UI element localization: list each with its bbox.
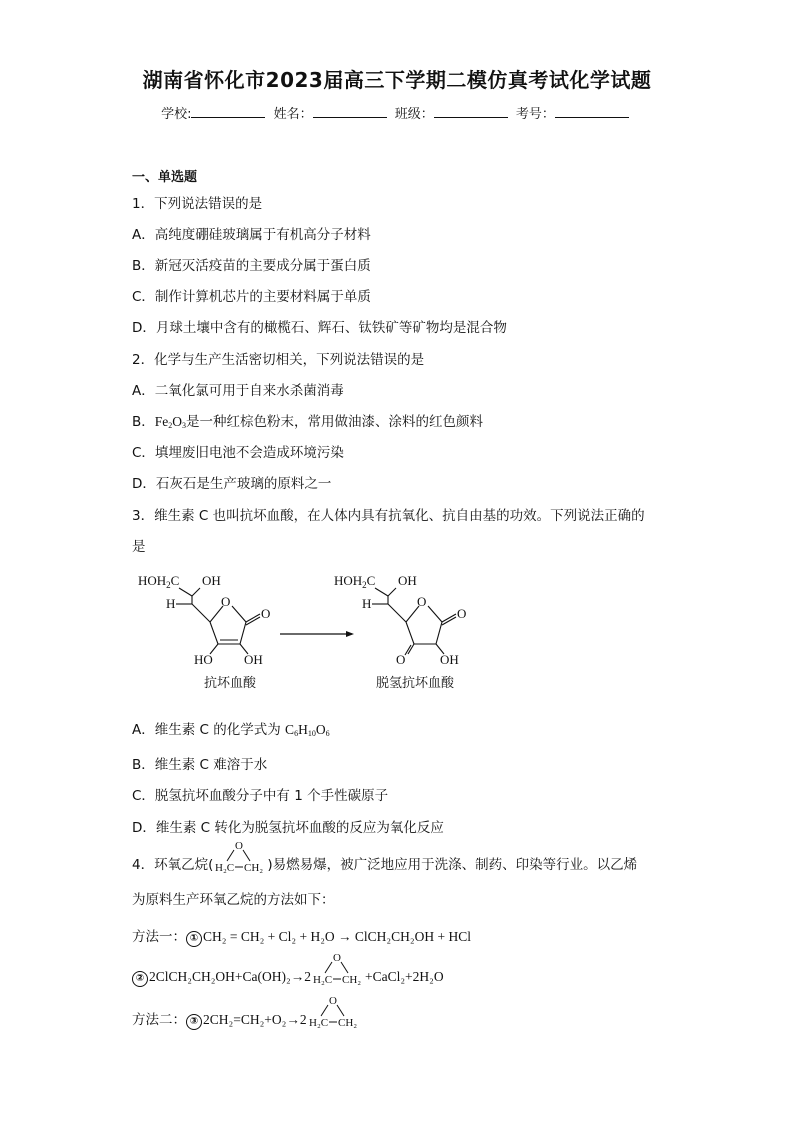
svg-text:O: O xyxy=(235,840,244,852)
svg-text:O: O xyxy=(332,952,341,964)
q2-b-prefix: B． xyxy=(132,414,155,430)
svg-text:OH: OH xyxy=(440,652,459,667)
vitamin-c-reaction-diagram xyxy=(130,566,490,696)
c-symbol: C xyxy=(285,722,295,737)
svg-text:OH: OH xyxy=(202,573,221,588)
q2-option-c: C．填埋废旧电池不会造成环境污染 xyxy=(132,445,344,461)
dehydroascorbic-acid-label: 脱氢抗坏血酸 xyxy=(376,676,455,691)
q3-option-a xyxy=(132,718,330,738)
q3-option-c: C．脱氢抗坏血酸分子中有 1 个手性碳原子 xyxy=(132,788,389,804)
svg-text:O: O xyxy=(328,995,337,1007)
school-label: 学校: xyxy=(161,107,192,122)
page-title: 湖南省怀化市2023届高三下学期二模仿真考试化学试题 xyxy=(142,68,652,92)
class-label: 班级： xyxy=(394,107,434,122)
q2-stem: 2．化学与生产生活密切相关，下列说法错误的是 xyxy=(132,352,425,368)
equation-2-left: 2ClCH₂CH₂OH+Ca(OH)₂→2 xyxy=(149,969,311,984)
svg-text:HOH2C: $HOH_2C$ xyxy=(138,573,180,590)
section-title: 一、单选题 xyxy=(132,170,198,185)
q3-option-b: B．维生素 C 难溶于水 xyxy=(132,757,268,773)
ascorbic-acid-structure xyxy=(138,573,270,667)
o-subscript: 6 xyxy=(325,729,330,738)
svg-text:H: H xyxy=(362,596,372,611)
equation-1: CH₂ = CH₂ + Cl₂ + H₂O → ClCH₂CH₂OH + HCl xyxy=(203,929,471,944)
q4-stem-end: )易燃易爆，被广泛地应用于洗涤、制药、印染等行业。以乙烯 xyxy=(267,857,638,873)
q4-stem-line1 xyxy=(132,840,638,873)
fe-subscript: 2 xyxy=(168,421,173,430)
equation-2-right: +CaCl₂+2H₂O xyxy=(364,969,444,984)
h-subscript: 10 xyxy=(307,729,316,738)
dehydroascorbic-acid-structure xyxy=(334,573,466,667)
svg-text:O: O xyxy=(417,594,427,609)
o-subscript: 3 xyxy=(182,421,187,430)
ethylene-oxide-structure xyxy=(213,840,267,873)
equation-3-left: 2CH₂=CH₂+O₂→2 xyxy=(203,1012,307,1027)
fe-symbol: Fe xyxy=(154,414,169,429)
circle-1: ① xyxy=(186,931,202,947)
method1-eq1 xyxy=(132,925,471,947)
circle-2: ② xyxy=(132,971,148,987)
reaction-arrow xyxy=(280,631,354,637)
svg-text:O: O xyxy=(396,652,406,667)
svg-text:H₂C: H₂C xyxy=(308,1017,328,1028)
svg-text:H₂C: H₂C xyxy=(215,862,235,873)
q2-b-rest: 是一种红棕色粉末，常用做油漆、涂料的红色颜料 xyxy=(186,414,484,430)
ethylene-oxide-structure xyxy=(307,995,361,1028)
method1-eq2 xyxy=(132,952,444,987)
class-blank xyxy=(434,105,508,118)
method2-label: 方法二： xyxy=(132,1012,186,1028)
method1-label: 方法一： xyxy=(132,929,186,945)
q3-stem-line2: 是 xyxy=(132,539,146,555)
q1-option-c: C．制作计算机芯片的主要材料属于单质 xyxy=(132,289,371,305)
id-blank xyxy=(555,105,629,118)
h-symbol: H xyxy=(298,722,308,737)
svg-text:CH₂: CH₂ xyxy=(244,862,264,873)
svg-text:OH: OH xyxy=(398,573,417,588)
q4-stem-start: 4．环氧乙烷( xyxy=(132,857,214,873)
q3-stem-line1: 3．维生素 C 也叫抗坏血酸，在人体内具有抗氧化、抗自由基的功效。下列说法正确的 xyxy=(132,508,645,524)
svg-text:O: O xyxy=(221,594,231,609)
q3-a-prefix: A．维生素 C 的化学式为 xyxy=(132,722,286,738)
svg-text:HO: HO xyxy=(194,652,213,667)
ethylene-oxide-structure xyxy=(311,952,365,985)
q2-option-d: D．石灰石是生产玻璃的原料之一 xyxy=(132,476,332,492)
q2-option-b xyxy=(132,410,483,430)
ascorbic-acid-label: 抗坏血酸 xyxy=(204,676,257,691)
svg-text:O: O xyxy=(457,606,467,621)
c-subscript: 6 xyxy=(294,729,299,738)
o-symbol: O xyxy=(172,414,183,429)
svg-text:O: O xyxy=(261,606,271,621)
svg-text:H₂C: H₂C xyxy=(312,974,333,985)
circle-3: ③ xyxy=(186,1014,202,1030)
student-info-row xyxy=(0,103,794,122)
vitamin-c-formula xyxy=(285,722,330,737)
q3-option-d: D．维生素 C 转化为脱氢抗坏血酸的反应为氧化反应 xyxy=(132,820,444,836)
fe2o3-formula xyxy=(155,414,186,429)
name-blank xyxy=(313,105,387,118)
q2-option-a: A．二氧化氯可用于自来水杀菌消毒 xyxy=(132,383,344,399)
svg-text:OH: OH xyxy=(244,652,263,667)
o-symbol: O xyxy=(315,722,326,737)
q1-option-b: B．新冠灭活疫苗的主要成分属于蛋白质 xyxy=(132,258,371,274)
svg-text:CH₂: CH₂ xyxy=(337,1017,357,1028)
svg-text:CH₂: CH₂ xyxy=(341,974,362,985)
method2-eq3 xyxy=(132,995,361,1030)
id-label: 考号： xyxy=(515,107,555,122)
school-blank xyxy=(191,105,265,118)
name-label: 姓名： xyxy=(273,107,313,122)
svg-text:HOH2C: $HOH_2C$ xyxy=(334,573,376,590)
q1-option-a: A．高纯度硼硅玻璃属于有机高分子材料 xyxy=(132,227,371,243)
svg-text:H: H xyxy=(166,596,176,611)
q1-stem: 1．下列说法错误的是 xyxy=(132,196,263,212)
q1-option-d: D．月球土壤中含有的橄榄石、辉石、钛铁矿等矿物均是混合物 xyxy=(132,320,507,336)
q4-stem-line2: 为原料生产环氧乙烷的方法如下： xyxy=(132,892,335,908)
